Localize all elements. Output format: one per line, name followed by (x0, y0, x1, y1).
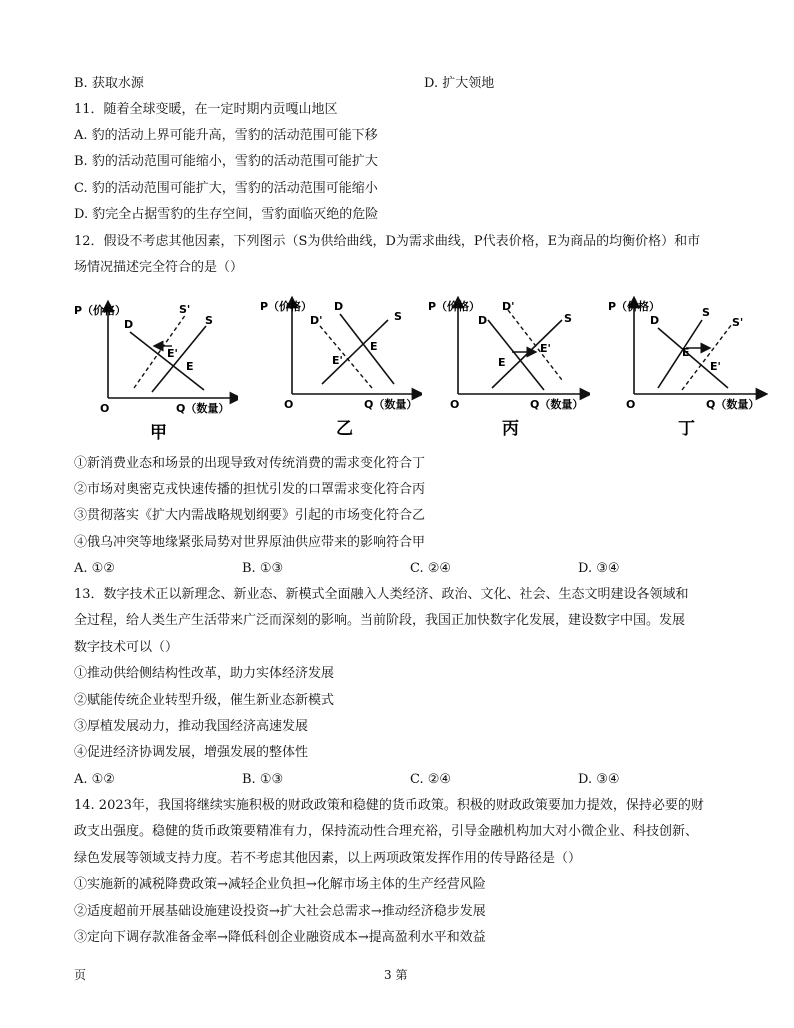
curve-d-label: D (124, 318, 134, 331)
curve-d-prime-label: D' (310, 314, 323, 327)
origin-label: O (450, 398, 460, 411)
q12-choice-c: C. ②④ (410, 561, 452, 576)
footer-page-number: 3 第 (384, 968, 408, 982)
q13-statement-2: ②赋能传统企业转型升级，催生新业态新模式 (74, 693, 335, 708)
q13-stem-line2: 全过程，给人类生产生活带来广泛而深刻的影响。当前阶段，我国正加快数字化发展，建设数字中国。发展 (74, 613, 686, 628)
diagram-caption: 甲 (150, 423, 167, 443)
q14-statement-2: ②适度超前开展基础设施建设投资→扩大社会总需求→推动经济稳步发展 (74, 904, 486, 919)
q12-choice-a: A. ①② (74, 561, 115, 576)
q12-choice-d: D. ③④ (578, 561, 620, 576)
origin-label: O (626, 398, 636, 411)
q13-statement-1: ①推动供给侧结构性改革，助力实体经济发展 (74, 666, 335, 681)
curve-s-label: S (394, 310, 402, 323)
point-e-label: E (682, 346, 690, 359)
q12-statement-3: ③贯彻落实《扩大内需战略规划纲要》引起的市场变化符合乙 (74, 508, 426, 523)
curve-d-label: D (478, 314, 488, 327)
curve-s-label: S (564, 312, 572, 325)
point-e-prime-label: E' (710, 360, 721, 373)
origin-label: O (284, 398, 294, 411)
diagram-ding (598, 284, 768, 444)
q12-statement-2: ②市场对奥密克戎快速传播的担忧引发的口罩需求变化符合丙 (74, 482, 426, 497)
curve-d-label: D (334, 300, 344, 313)
point-e-prime-label: E' (540, 342, 551, 355)
q-axis-label: Q（数量） (176, 402, 230, 415)
q12-stem-line2: 场情况描述完全符合的是（） (74, 260, 244, 275)
option-b: B. 获取水源 (74, 76, 144, 91)
p-axis-label: P（价格） (260, 300, 313, 313)
q-axis-label: Q（数量） (364, 398, 418, 411)
diagram-caption: 丁 (678, 419, 695, 439)
point-e-prime-label: E' (332, 354, 343, 367)
point-e-label: E (370, 340, 378, 353)
diagram-caption: 乙 (336, 419, 353, 439)
q11-option-b: B. 豹的活动范围可能缩小，雪豹的活动范围可能扩大 (74, 154, 378, 169)
p-axis-label: P（价格） (428, 300, 481, 313)
curve-d-label: D (650, 314, 660, 327)
option-d: D. 扩大领地 (424, 76, 495, 91)
q-axis-label: Q（数量） (706, 398, 760, 411)
diagram-caption: 丙 (502, 419, 519, 439)
point-e-prime-label: E' (167, 347, 178, 360)
q11-option-d: D. 豹完全占据雪豹的生存空间，雪豹面临灭绝的危险 (74, 207, 379, 222)
q14-statement-1: ①实施新的减税降费政策→减轻企业负担→化解市场主体的生产经营风险 (74, 877, 486, 892)
q13-stem-line3: 数字技术可以（） (74, 640, 179, 655)
curve-d-prime-label: D' (502, 300, 515, 313)
q12-choice-b: B. ①③ (242, 561, 284, 576)
point-e-label: E (186, 360, 194, 373)
q14-stem-line3: 绿色发展等领域支持力度。若不考虑其他因素，以上两项政策发挥作用的传导路径是（） (74, 851, 582, 866)
curve-s-prime-label: S' (732, 316, 744, 329)
q11-option-c: C. 豹的活动范围可能扩大，雪豹的活动范围可能缩小 (74, 181, 378, 196)
diagram-bing (420, 284, 590, 444)
q14-stem-line2: 政支出强度。稳健的货币政策要精准有力，保持流动性合理充裕，引导金融机构加大对小微企业、科技创新、 (74, 824, 699, 839)
q11-stem: 11．随着全球变暖，在一定时期内贡嘎山地区 (74, 102, 338, 117)
p-axis-label: P（价格） (74, 304, 127, 317)
q13-choice-d: D. ③④ (578, 772, 620, 787)
q12-statement-4: ④俄乌冲突等地缘紧张局势对世界原油供应带来的影响符合甲 (74, 535, 426, 550)
q13-choice-a: A. ①② (74, 772, 115, 787)
q13-statement-3: ③厚植发展动力，推动我国经济高速发展 (74, 719, 309, 734)
diagram-yi (252, 284, 422, 444)
curve-s-label: S (205, 314, 213, 327)
q14-stem-line1: 14. 2023年，我国将继续实施积极的财政政策和稳健的货币政策。积极的财政政策要加力提效，保持必要的财 (74, 798, 704, 813)
q13-choice-c: C. ②④ (410, 772, 452, 787)
curve-s-prime-label: S' (179, 303, 191, 316)
origin-label: O (100, 402, 110, 415)
q14-statement-3: ③定向下调存款准备金率→降低科创企业融资成本→提高盈利水平和效益 (74, 930, 486, 945)
p-axis-label: P（价格） (608, 300, 661, 313)
q12-statement-1: ①新消费业态和场景的出现导致对传统消费的需求变化符合丁 (74, 456, 426, 471)
q-axis-label: Q（数量） (530, 398, 584, 411)
q12-stem-line1: 12．假设不考虑其他因素，下列图示（S为供给曲线，D为需求曲线，P代表价格，E为商品的均衡价格）和市 (74, 234, 701, 249)
curve-s-label: S (702, 306, 710, 319)
q13-choice-b: B. ①③ (242, 772, 284, 787)
point-e-label: E (498, 356, 506, 369)
q11-option-a: A. 豹的活动上界可能升高，雪豹的活动范围可能下移 (74, 128, 378, 143)
q13-stem-line1: 13．数字技术正以新理念、新业态、新模式全面融入人类经济、政治、文化、社会、生态文明建设各领域和 (74, 587, 689, 602)
footer-left: 页 (74, 968, 87, 982)
q13-statement-4: ④促进经济协调发展，增强发展的整体性 (74, 745, 309, 760)
diagram-jia (68, 284, 238, 444)
